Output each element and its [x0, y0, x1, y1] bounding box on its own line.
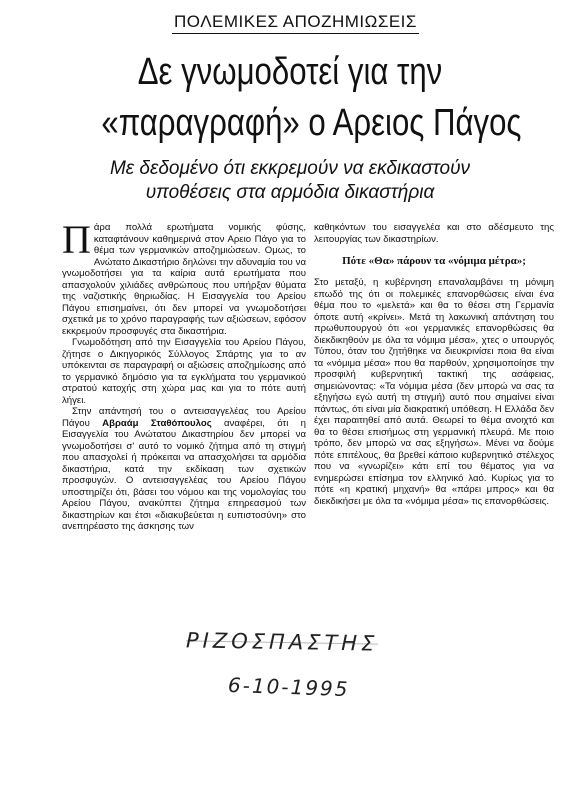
prosecutor-name: Αβραάμ Σταθόπουλος: [102, 417, 212, 429]
headline-line-1: Δε γνωμοδοτεί για την: [137, 51, 443, 93]
headline-line-2: «παραγραφή» ο Αρειος Πάγος: [101, 102, 522, 144]
section-kicker: ΠΟΛΕΜΙΚΕΣ ΑΠΟΖΗΜΙΩΣΕΙΣ: [172, 12, 419, 34]
continuation-text: καθηκόντων του εισαγγελέα και στο αδέσμευτο της λειτουργίας των δικαστηρίων.: [314, 222, 554, 245]
drop-cap: Π: [62, 217, 91, 262]
paragraph-1: [62, 217, 306, 337]
inline-subhead: Πότε «Θα» πάρουν τα «νόμιμα μέτρα»;: [342, 255, 526, 267]
article-left-column: [62, 217, 306, 533]
paragraph-3-start: Στην απάντησή του ο αντεισαγγελέας του Αρείου Πάγου: [62, 406, 306, 429]
paragraph-3: [62, 406, 306, 533]
article-right-column: [314, 222, 554, 507]
handwritten-date: 6-10-1995: [227, 672, 350, 702]
paragraph-1-text: άρα πολλά ερωτήματα νομικής φύσης, καταφτάνουν καθημερινά στον Αρειο Πάγο για το θέμα των γερμανικών αποζημιώσεων. Ομως, το Ανώτατο Δικαστήριο δηλώνει την αδυναμία του να γνωμοδοτήσει για τα καίρια αυτά ερωτήματα που απασχολούν χιλιάδες ανθρώπους που υπήρξαν θύματα της ναζιστικής θηριωδίας. Η Εισαγγελία του Αρείου Πάγου επισημαίνει, ότι δεν μπορεί να γνωμοδοτήσει σχετικά με το χρόνο παραγραφής των αξιώσεων, εφόσον εκκρεμούν προσφυγές στα δικαστήρια.: [62, 222, 306, 337]
paragraph-3-rest: αναφέρει, ότι η Εισαγγελία του Ανώτατου Δικαστηρίου δεν μπορεί να γνωμοδοτήσει σ' αυτό το νομικό ζήτημα από τη στιγμή που απασχολεί ή πρόκειται να απασχολήσει τα αρμόδια δικαστήρια, κατά την εκδίκαση των σχετικών προσφυγών. Ο αντεισαγγελέας του Αρείου Πάγου υποστηρίζει ότι, βάσει του νόμου και της νομολογίας του Αρείου Πάγου, ανακύπτει ζήτημα επηρεασμού των δικαστηρίων και έτσι «διακυβεύεται η ευπιστοσύνη» στο ανεπηρέαστο της άσκησης των: [62, 417, 306, 532]
subheadline-line-2: υποθέσεις στα αρμόδια δικαστήρια: [145, 182, 435, 203]
subheadline-line-1: Με δεδομένο ότι εκκρεμούν να εκδικαστούν: [109, 158, 471, 179]
paragraph-4: Στο μεταξύ, η κυβέρνηση επαναλαμβάνει τη μόνιμη επωδό της ότι οι πολεμικές επανορθώσεις είναι ένα θέμα που το «μελετά» και θα το θέσει στη Γερμανία όποτε αυτή «κρίνει». Μετά τη λακωνική απάντηση του πρωθυπουργού ότι «οι γερμανικές επανορθώσεις θα διεκδικηθούν με όλα τα νόμιμα μέσα», χτες ο υπουργός Τύπου, όταν του ζητήθηκε να διευκρινίσει ποια θα είναι τα «νόμιμα μέσα» που θα παρθούν, χρησιμοποίησε την προσφιλή κυβερνητική τακτική της ασάφειας, σημειώνοντας: «Τα νόμιμα μέσα (δεν μπορώ να σας τα εξηγήσω εγώ αυτή τη στιγμή) αυτό που σημαίνει είναι πάντως, ότι είναι μία διακρατική υπόθεση. Η Ελλάδα δεν έχει παραιτηθεί από αυτά. Θεωρεί το θέμα ανοιχτό και θα το θέσει επισήμως στη γερμανική πλευρά. Με ποιο τρόπο, δεν μπορώ να σας εξηγήσω». Μένει να δούμε πότε επιτέλους, θα βρεθεί κάποιο κυβερνητικό στέλεχος που να «γνωρίζει» κάτι επί του θέματος για να ενημερώσει επίσημα τον ελληνικό λαό. Κυρίως για το πότε «η κρατική μηχανή» θα «πάρει μπρος» και θα διεκδικήσει με όλα τα «νόμιμα μέσα» τις επανορθώσεις.: [314, 277, 554, 507]
paragraph-2: Γνωμοδότηση από την Εισαγγελία του Αρείου Πάγου, ζήτησε ο Δικηγορικός Σύλλογος Σπάρτης για το αν υπόκεινται σε παραγραφή οι αξιώσεις αποζημίωσης από το γερμανικό δημόσιο για τα εγκλήματα του γερμανικού στρατού κατοχής στη χώρα μας και για το πότε αυτή λήγει.: [62, 337, 306, 406]
handwritten-source: ΡΙΖΟΣΠΑΣΤΗΣ: [185, 628, 379, 656]
